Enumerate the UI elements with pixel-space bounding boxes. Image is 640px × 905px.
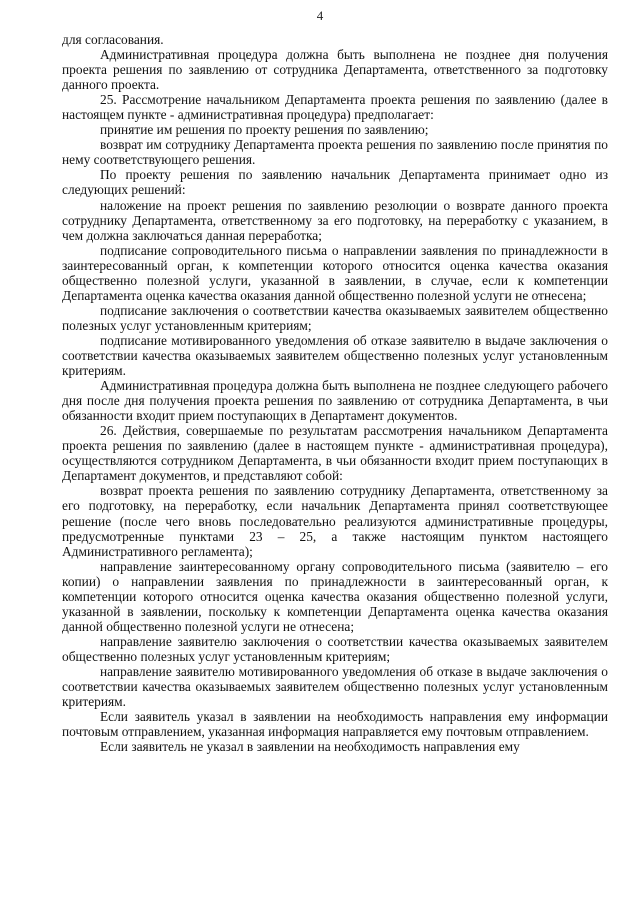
paragraph-clause-25: 25. Рассмотрение начальником Департамента проекта решения по заявлению (далее в настоящем пункте - административная процедура) предполагает:	[62, 92, 608, 123]
paragraph: По проекту решения по заявлению начальник Департамента принимает одно из следующих решений:	[62, 167, 608, 198]
paragraph: принятие им решения по проекту решения по заявлению;	[100, 122, 429, 138]
page-number: 4	[316, 8, 324, 23]
paragraph: подписание заключения о соответствии качества оказываемых заявителем общественно полезных услуг установленным критериям;	[62, 302, 608, 333]
paragraph: направление заявителю заключения о соответствии качества оказываемых заявителем общественно полезных услуг установленным критериям;	[62, 633, 608, 664]
document-body	[62, 32, 608, 754]
paragraph: возврат им сотруднику Департамента проекта решения по заявлению после принятия по нему соответствующего решения.	[62, 137, 608, 168]
paragraph: подписание сопроводительного письма о направлении заявления по принадлежности в заинтересованный орган, к компетенции которого относится оценка качества оказания общественно полезной услуги, указанной в заявлении, в случае, если к компетенции Департамента оценка качества оказания данной общественно полезной услуги не отнесена;	[62, 242, 608, 303]
paragraph: возврат проекта решения по заявлению сотруднику Департамента, ответственному за его подготовку, на переработку, если начальник Департамента принял соответствующее решение (после чего вновь последовательно реализуются административные процедуры, предусмотренные пунктами 23 – 25, а также настоящим пунктом настоящего Административного регламента);	[62, 483, 608, 559]
paragraph: Если заявитель указал в заявлении на необходимость направления ему информации почтовым отправлением, указанная информация направляется ему почтовым отправлением.	[62, 709, 608, 740]
paragraph: подписание мотивированного уведомления об отказе заявителю в выдаче заключения о соответствии качества оказываемых заявителем общественно полезных услуг установленным критериям.	[62, 332, 608, 379]
paragraph-clause-26: 26. Действия, совершаемые по результатам рассмотрения начальником Департамента проекта решения по заявлению (далее в настоящем пункте - административная процедура), осуществляются сотрудником Департамента, в чьи обязанности входит прием поступающих в Департамент документов, и представляют собой:	[62, 423, 608, 484]
paragraph: Если заявитель не указал в заявлении на необходимость направления ему	[100, 739, 520, 755]
paragraph: Административная процедура должна быть выполнена не позднее дня получения проекта решения по заявлению от сотрудника Департамента, ответственного за подготовку данного проекта.	[62, 47, 608, 93]
paragraph: наложение на проект решения по заявлению резолюции о возврате данного проекта сотруднику Департамента, ответственному за его подготовку, на переработку с указанием, в чем должна заключаться данная переработка;	[62, 197, 608, 243]
paragraph: направление заинтересованному органу сопроводительного письма (заявителю – его копии) о направлении заявления по принадлежности в заинтересованный орган, к компетенции которого относится оценка качества оказания общественно полезной услуги, указанной в заявлении, поскольку к компетенции Департамента оценка качества оказания данной общественно полезной услуги не отнесена;	[62, 558, 608, 634]
paragraph-continuation: для согласования.	[62, 32, 164, 47]
paragraph: направление заявителю мотивированного уведомления об отказе в выдаче заключения о соответствии качества оказываемых заявителем общественно полезных услуг установленным критериям.	[62, 663, 608, 710]
paragraph: Административная процедура должна быть выполнена не позднее следующего рабочего дня после дня получения проекта решения по заявлению от сотрудника Департамента, в чьи обязанности входит прием поступающих в Департамент документов.	[62, 378, 608, 424]
